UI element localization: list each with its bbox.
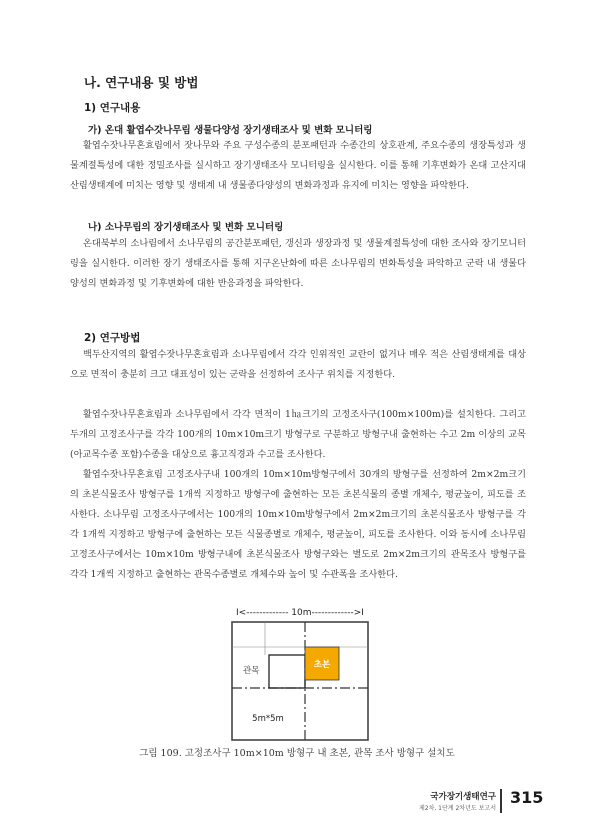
footer-divider (500, 789, 502, 813)
subsection-research-method: 2) 연구방법 (84, 332, 141, 344)
footer-report: 제2차, 1단계 2차년도 보고서 (418, 805, 496, 812)
section-title: 나. 연구내용 및 방법 (84, 75, 199, 90)
size-label: 5m*5m (252, 714, 284, 724)
page-number: 315 (510, 788, 544, 807)
figure-caption: 그림 109. 고정조사구 10m×10m 방형구 내 초본, 관목 조사 방형구 설치도 (139, 748, 455, 759)
footer-org: 국가장기생태연구 (430, 792, 496, 802)
paragraph-method-3: 활엽수잣나무혼효림 고정조사구내 100개의 10m×10m방형구에서 30개의 방형구를 선정하여 2m×2m크기의 초본식물조사 방형구를 1개씩 지정하고 방형구에 출현하는 모든 초본식물의 종별 개체수, 평균높이, 피도를 조사한다. 소나무림 고정조사구에서는 100개의 10m×10m방형구에서 2m×2m크기의 초본식물조사 방형구를 각각 1개씩 지정하고 방형구에 출현하는 모든 식물종별로 개체수, 평균높이, 피도를 조사한다. 이와 동시에 소나무림 고정조사구에서는 10m×10m 방형구내에 초본식물조사 방형구와는 별도로 2m×2m크기의 관목조사 방형구를 각각 1개씩 지정하고 출현하는 관목수종별로 개체수와 높이 및 수관폭을 조사한다. (70, 469, 526, 580)
shrub-quadrat (269, 655, 305, 688)
paragraph-method-2: 활엽수잣나무혼효림과 소나무림에서 각각 면적이 1㏊크기의 고정조사구(100m×100m)를 설치한다. 그리고 두개의 고정조사구를 각각 100개의 10m×10m크기 방형구로 구분하고 방형구내 출현하는 수고 2m 이상의 교목(아교목수종 포함)수종을 대상으로 흉고직경과 수고를 조사한다. (70, 409, 526, 460)
dimension-label: I<------------- 10m------------->I (236, 608, 364, 618)
paragraph-na: 온대북부의 소나림에서 소나무림의 공간분포패턴, 갱신과 생장과정 및 생물계절특성에 대한 조사와 장기모니터링을 실시한다. 이러한 장기 생태조사를 통해 지구온난화에 따른 소나무림의 변화특성을 파악하고 군락 내 생물다양성의 변화과정 및 기후변화에 대한 반응과정을 파악한다. (70, 238, 526, 289)
shrub-label: 관목 (243, 666, 260, 676)
herb-label: 초본 (313, 660, 331, 670)
paragraph-method-1: 백두산지역의 활엽수잣나무혼효림과 소나무림에서 각각 인위적인 교란이 없거나 매우 적은 산림생태계를 대상으로 면적이 충분히 크고 대표성이 있는 군락을 선정하여 조사구 위치를 지정한다. (70, 349, 526, 380)
quadrat-layout-figure (225, 606, 375, 742)
subsection-research-content: 1) 연구내용 (84, 102, 141, 114)
item-na-heading: 나) 소나무림의 장기생태조사 및 변화 모니터링 (88, 222, 284, 233)
paragraph-ga: 활엽수잣나무혼효림에서 잣나무와 주요 구성수종의 분포패턴과 수종간의 상호관계, 주요수종의 생장특성과 생물계절특성에 대한 정밀조사를 실시하고 장기생태조사 모니터링을 실시한다. 이를 통해 기후변화가 온대 고산지대 산림생태계에 미치는 영향 및 생태계 내 생물종다양성의 변화과정과 유지에 미치는 영향을 파악한다. (70, 140, 526, 191)
item-ga-heading: 가) 온대 활엽수갓나무림 생물다양성 장기생태조사 및 변화 모니터링 (88, 125, 373, 136)
